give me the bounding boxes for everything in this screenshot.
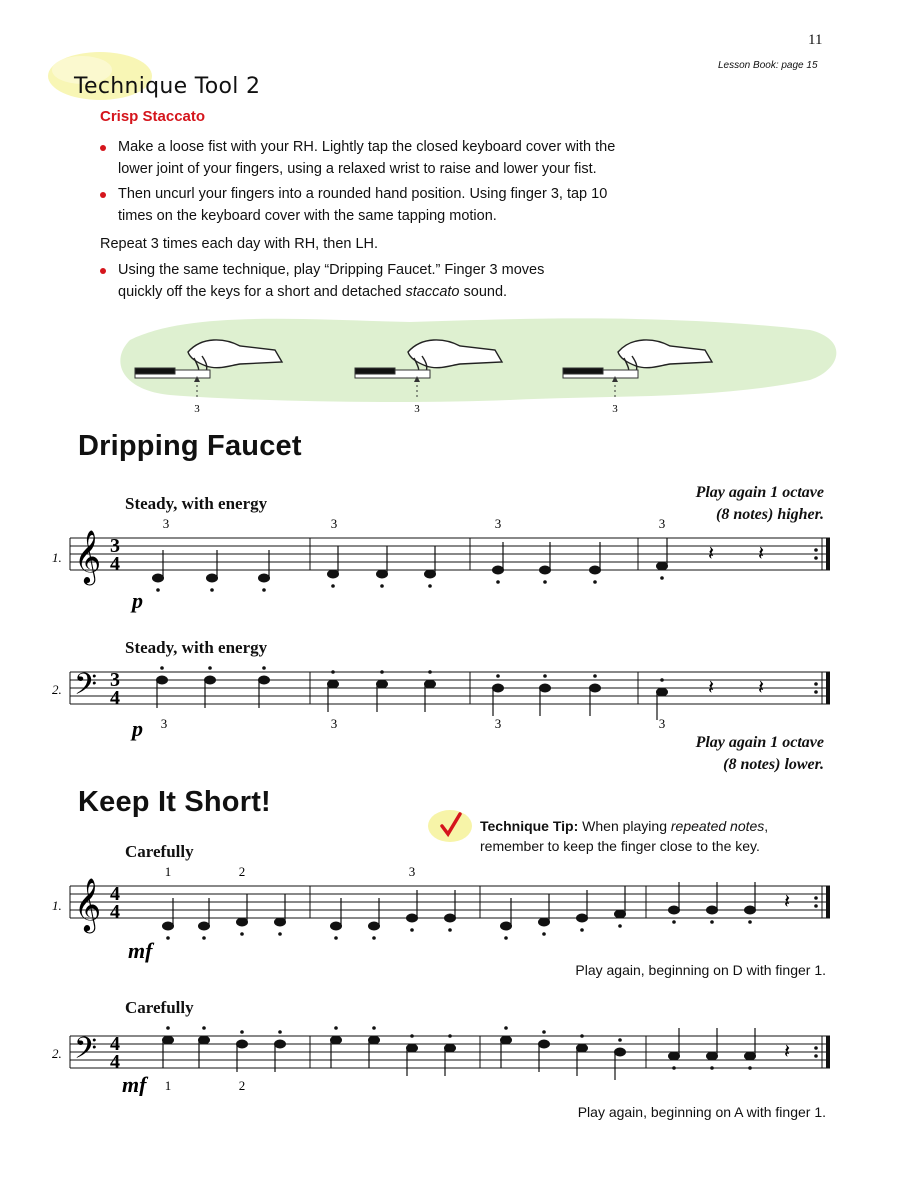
tempo-marking: Carefully (125, 998, 194, 1017)
time-signature-top: 3 (110, 669, 120, 691)
music-staff-treble (40, 510, 840, 620)
bass-clef-icon: 𝄢 (74, 1032, 98, 1072)
instruction-line: (8 notes) lower. (723, 756, 824, 773)
bullet-line: sound. (459, 284, 508, 300)
time-signature-bottom: 4 (110, 901, 120, 923)
quarter-rest-icon: 𝄽 (708, 543, 715, 565)
line-number: 2. (52, 682, 62, 697)
quarter-rest-icon: 𝄽 (708, 677, 715, 699)
piece-title-dripping-faucet: Dripping Faucet (78, 430, 302, 462)
fingering-number: 1 (164, 864, 172, 879)
technique-tool-title: Technique Tool 2 (74, 74, 261, 99)
tip-text: When playing (578, 818, 671, 834)
fingering-number: 1 (164, 1078, 172, 1093)
finger-label: 3 (194, 403, 200, 415)
bullet-line: times on the keyboard cover with the same tapping motion. (118, 208, 497, 224)
quarter-rest-icon: 𝄽 (758, 677, 765, 699)
time-signature-bottom: 4 (110, 687, 120, 709)
treble-clef-icon: 𝄞 (74, 531, 102, 582)
fingering-number: 3 (162, 516, 170, 531)
dynamic-marking: p (132, 716, 143, 741)
quarter-rest-icon: 𝄽 (758, 543, 765, 565)
octave-instruction (564, 732, 824, 776)
dynamic-marking: p (132, 588, 143, 613)
time-signature-top: 4 (110, 1033, 120, 1055)
tip-label: Technique Tip: (480, 818, 579, 834)
tempo-marking: Carefully (125, 842, 194, 861)
treble-clef-icon: 𝄞 (74, 879, 102, 930)
page-number: 11 (808, 32, 823, 48)
bullet-item (100, 259, 720, 303)
line-number: 2. (52, 1046, 62, 1061)
bullet-item (100, 136, 720, 180)
instruction-line: Play again 1 octave (695, 484, 824, 501)
finger-label: 3 (414, 403, 420, 415)
fingering-number: 3 (330, 716, 338, 731)
quarter-rest-icon: 𝄽 (784, 1041, 791, 1063)
fingering-number: 2 (238, 1078, 246, 1093)
fingering-number: 3 (494, 716, 502, 731)
fingering-number: 3 (160, 716, 168, 731)
bullet-item (100, 183, 720, 227)
bullet-dot-icon (100, 192, 106, 198)
lesson-book-reference: Lesson Book: page 15 (718, 60, 818, 71)
technique-tip (480, 816, 820, 856)
bullet-dot-icon (100, 268, 106, 274)
bullet-line: Then uncurl your fingers into a rounded hand position. Using finger 3, tap 10 (118, 186, 608, 202)
bullet-line: lower joint of your fingers, using a relaxed wrist to raise and lower your fist. (118, 161, 597, 177)
tempo-marking: Steady, with energy (125, 494, 268, 513)
fingering-number: 3 (658, 716, 666, 731)
tip-text: , (764, 818, 769, 834)
bullet-line: Using the same technique, play “Dripping Faucet.” Finger 3 moves (118, 262, 545, 278)
play-again-instruction: Play again, beginning on A with finger 1. (577, 1104, 826, 1120)
technique-tool-subtitle: Crisp Staccato (100, 108, 206, 125)
dynamic-marking: mf (128, 938, 153, 963)
fingering-number: 2 (238, 864, 246, 879)
time-signature-bottom: 4 (110, 553, 120, 575)
time-signature-bottom: 4 (110, 1051, 120, 1073)
fingering-number: 3 (658, 516, 666, 531)
quarter-rest-icon: 𝄽 (784, 891, 791, 913)
hand-illustration-icon (110, 300, 850, 420)
tip-emphasis: repeated notes (670, 818, 765, 834)
bullet-line: quickly off the keys for a short and detached (118, 284, 406, 300)
instruction-line: (8 notes) higher. (715, 506, 824, 523)
bullet-line: Make a loose fist with your RH. Lightly tap the closed keyboard cover with the (118, 139, 616, 155)
tip-text: remember to keep the finger close to the key. (480, 838, 760, 854)
bullet-dot-icon (100, 145, 106, 151)
time-signature-top: 4 (110, 883, 120, 905)
finger-label: 3 (612, 403, 618, 415)
music-staff-treble (40, 858, 840, 966)
dynamic-marking: mf (122, 1072, 147, 1096)
piece-title-keep-it-short: Keep It Short! (78, 786, 271, 818)
check-mark-icon (426, 806, 476, 846)
repeat-instruction: Repeat 3 times each day with RH, then LH. (100, 236, 379, 252)
bass-clef-icon: 𝄢 (74, 668, 98, 708)
play-again-instruction: Play again, beginning on D with finger 1. (575, 962, 826, 978)
fingering-number: 3 (494, 516, 502, 531)
tempo-marking: Steady, with energy (125, 638, 268, 657)
time-signature-top: 3 (110, 535, 120, 557)
fingering-number: 3 (330, 516, 338, 531)
music-staff-bass (40, 1016, 840, 1096)
line-number: 1. (52, 550, 62, 565)
instruction-line: Play again 1 octave (695, 734, 824, 751)
staccato-term: staccato (405, 284, 460, 300)
fingering-number: 3 (408, 864, 416, 879)
line-number: 1. (52, 898, 62, 913)
